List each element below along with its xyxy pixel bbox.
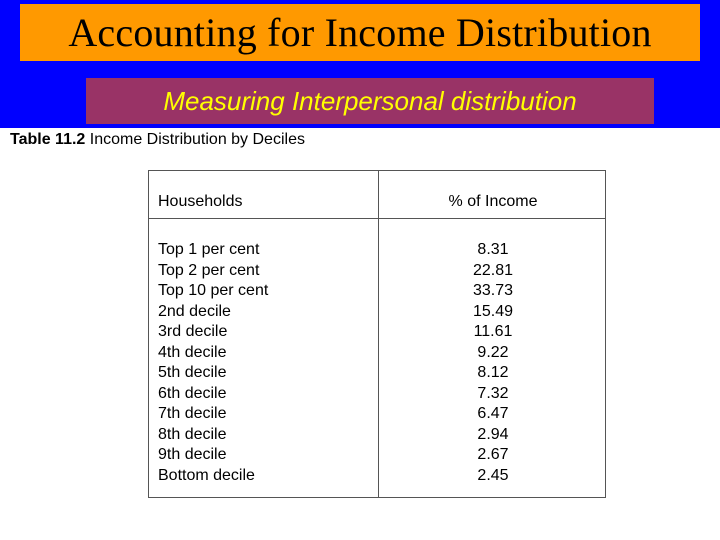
table-caption <box>10 131 305 149</box>
row-value: 6.47 <box>477 405 509 422</box>
row-value: 33.73 <box>472 282 514 299</box>
table-row <box>149 323 605 344</box>
table-body <box>149 241 605 487</box>
row-label: 4th decile <box>158 343 227 361</box>
row-label: 9th decile <box>158 446 227 463</box>
row-value: 15.49 <box>472 302 514 320</box>
row-value: 2.94 <box>477 425 509 443</box>
row-value: 2.45 <box>477 466 509 484</box>
table-row <box>149 282 605 303</box>
slide-title: Accounting for Income Distribution <box>68 10 652 55</box>
subtitle-box <box>86 78 654 124</box>
table-row <box>149 364 605 385</box>
column-header-income: % of Income <box>448 193 538 210</box>
table-row <box>149 241 605 262</box>
table-row <box>149 303 605 324</box>
row-label: 3rd decile <box>158 323 228 340</box>
column-header-households: Households <box>158 193 243 210</box>
header-rule <box>149 218 605 219</box>
table-row <box>149 446 605 467</box>
table-row <box>149 385 605 406</box>
row-label: 8th decile <box>158 425 227 443</box>
slide-subtitle: Measuring Interpersonal distribution <box>163 85 577 116</box>
row-label: Top 2 per cent <box>158 261 260 279</box>
row-value: 8.12 <box>477 364 509 381</box>
row-value: 9.22 <box>477 343 509 361</box>
row-label: 7th decile <box>158 405 227 422</box>
row-value: 2.67 <box>477 446 509 463</box>
table-row <box>149 262 605 283</box>
row-label: 6th decile <box>158 384 227 402</box>
row-label: 5th decile <box>158 364 227 381</box>
table-caption-number: Table 11.2 <box>10 131 86 148</box>
row-value: 11.61 <box>473 323 513 340</box>
row-label: 2nd decile <box>158 302 231 320</box>
row-value: 8.31 <box>477 241 509 258</box>
table-row <box>149 405 605 426</box>
header-band <box>0 0 720 128</box>
row-label: Bottom decile <box>158 466 255 484</box>
table-caption-text: Income Distribution by Deciles <box>89 131 305 148</box>
title-box <box>20 4 700 61</box>
row-value: 22.81 <box>472 261 514 279</box>
table-row <box>149 467 605 488</box>
row-value: 7.32 <box>477 384 509 402</box>
row-label: Top 10 per cent <box>158 282 269 299</box>
table-row <box>149 426 605 447</box>
row-label: Top 1 per cent <box>158 241 260 258</box>
table-row <box>149 344 605 365</box>
income-distribution-table <box>148 170 606 498</box>
